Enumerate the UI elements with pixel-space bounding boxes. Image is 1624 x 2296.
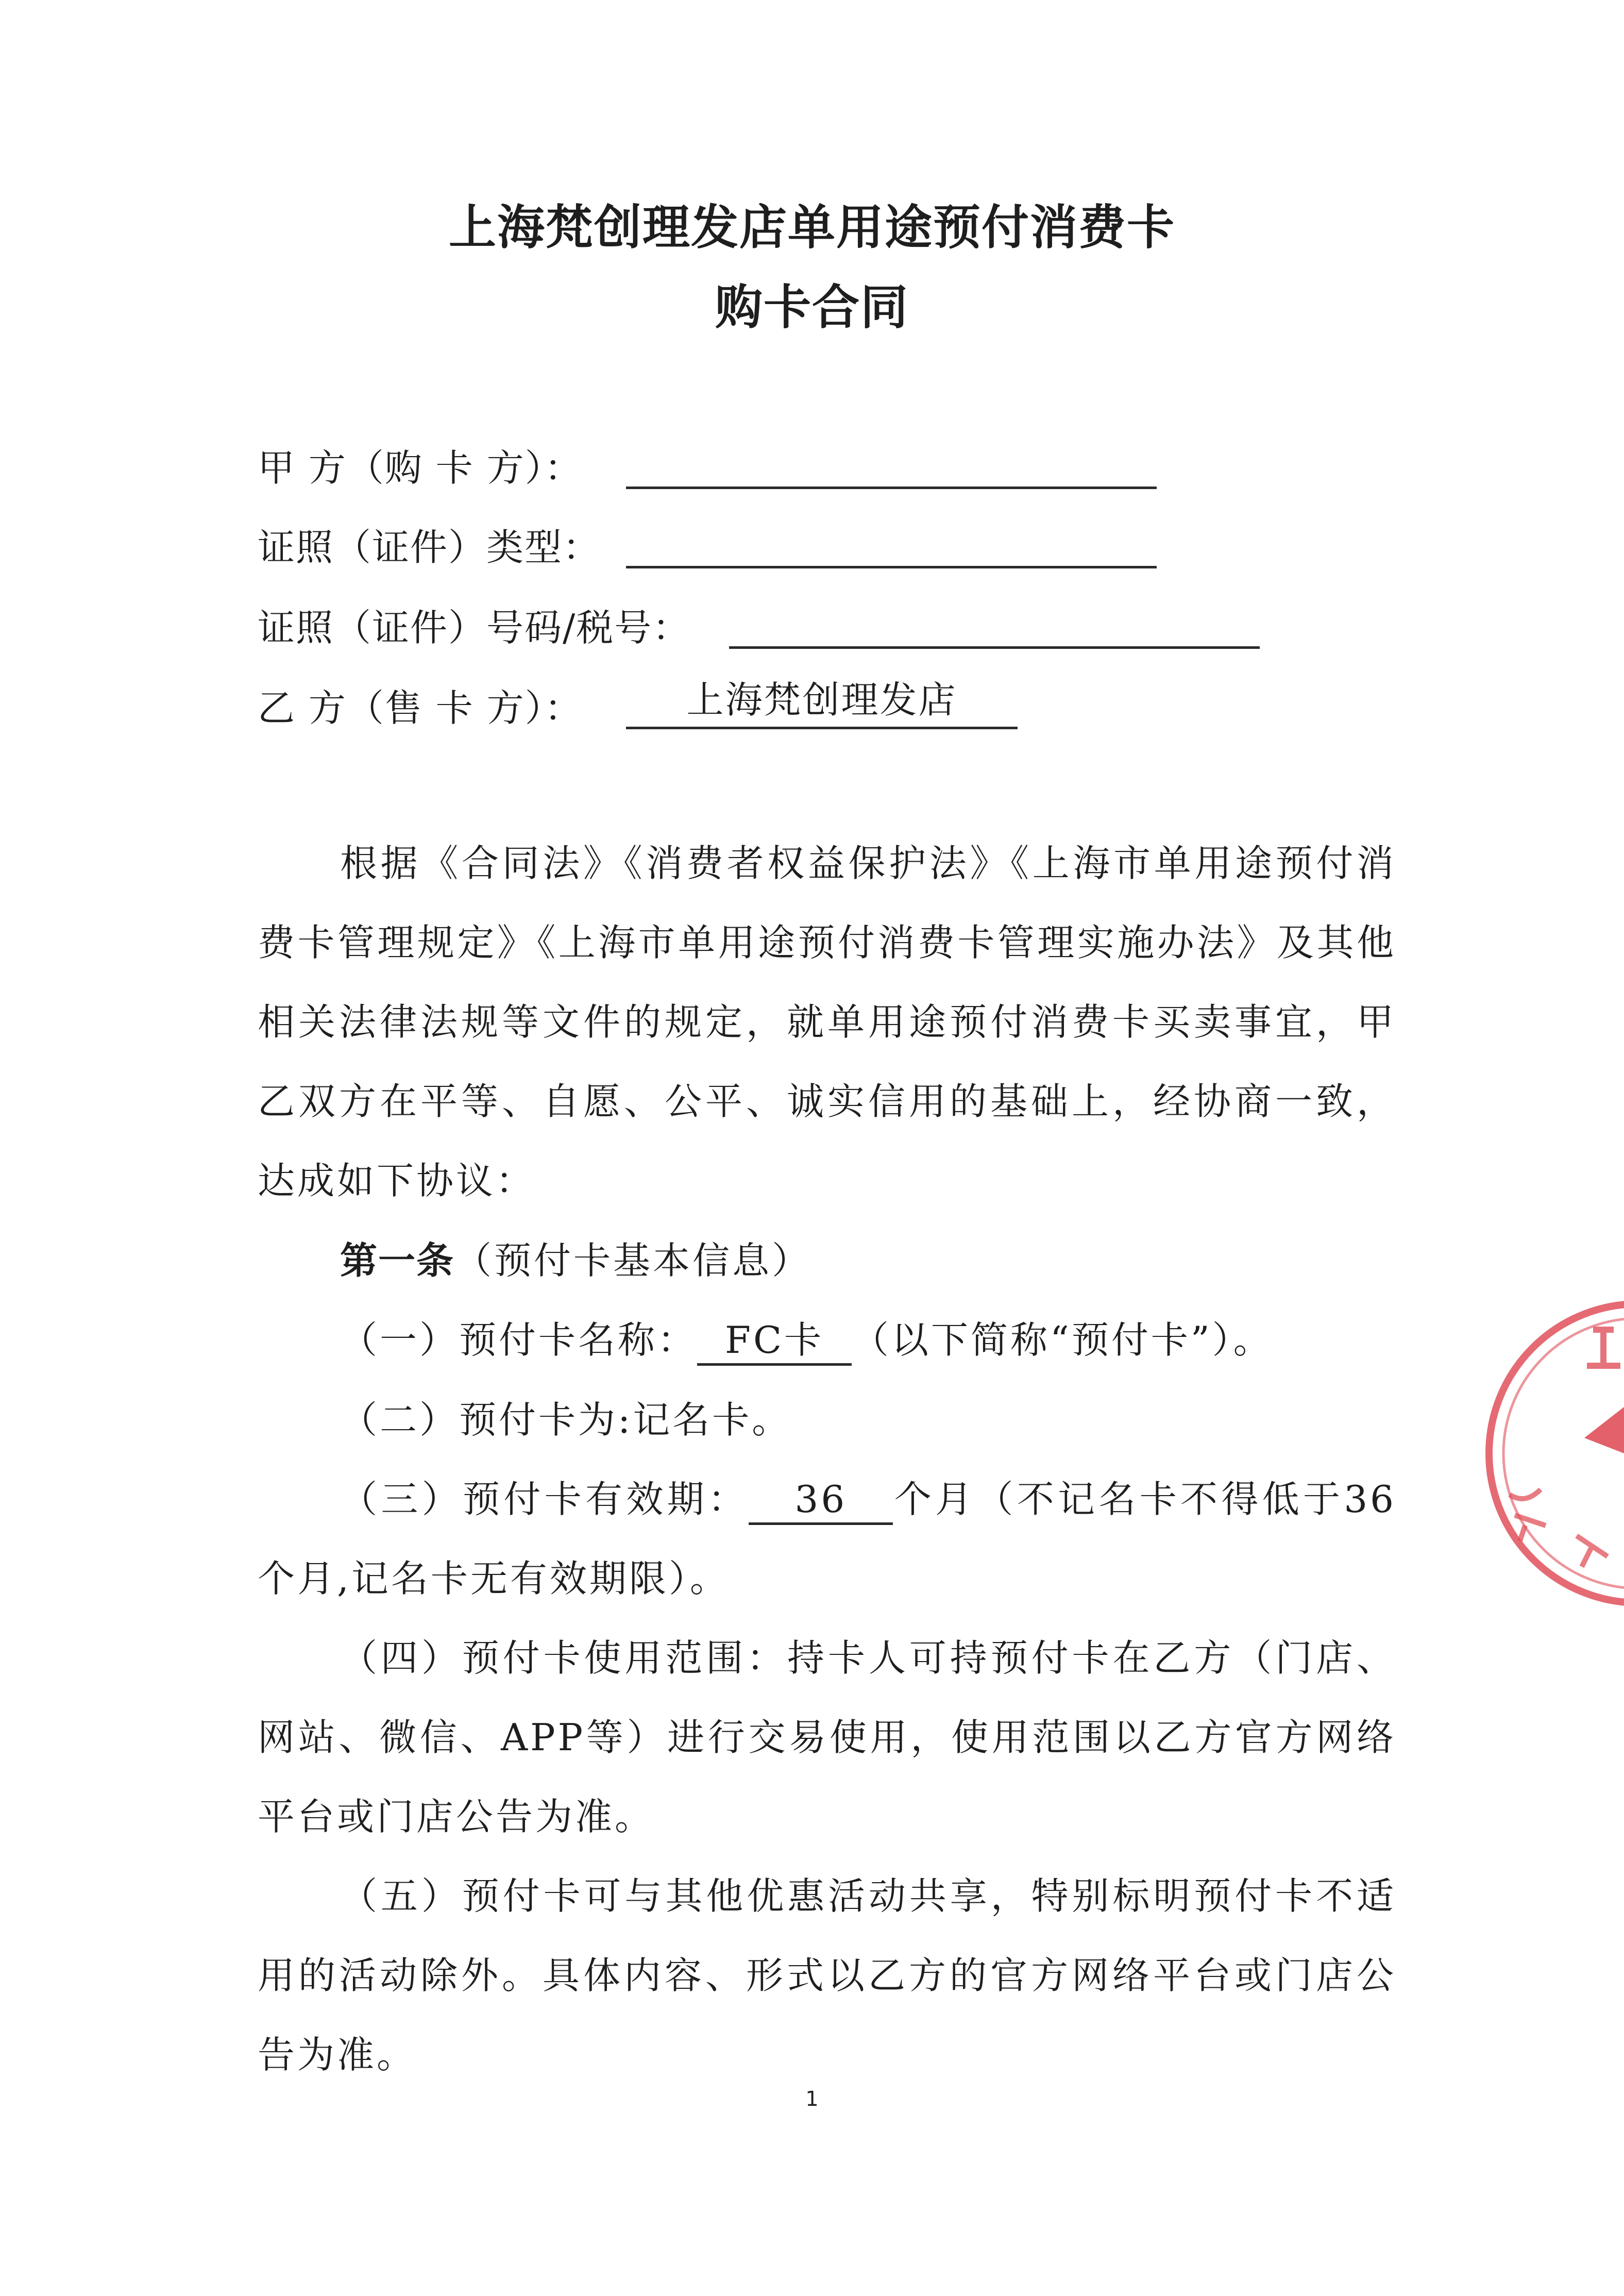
article1-title: [258, 1221, 1396, 1300]
field-label: 证照（证件）号码/税号：: [258, 606, 691, 649]
article1-item4: （四）预付卡使用范围：持卡人可持预付卡在乙方（门店、网站、微信、APP等）进行交易使用，使用范围以乙方官方网络平台或门店公告为准。: [258, 1636, 1396, 1838]
blank-line: [626, 678, 1018, 729]
article1-item1: [258, 1300, 1396, 1380]
blank-line: [626, 438, 1157, 489]
item1-prefix: （一）预付卡名称：: [340, 1318, 698, 1362]
page-number: 1: [805, 2087, 819, 2111]
article-heading: 第一条: [340, 1239, 455, 1282]
blank-line: [729, 598, 1260, 649]
validity-months-value: 36: [749, 1476, 893, 1525]
article-subtitle: （预付卡基本信息）: [454, 1239, 812, 1282]
intro-paragraph: 根据《合同法》《消费者权益保护法》《上海市单用途预付消费卡管理规定》《上海市单用途预付消费卡管理实施办法》及其他相关法律法规等文件的规定，就单用途预付消费卡买卖事宜，甲乙双方在平等、自愿、公平、诚实信用的基础上，经协商一致，达成如下协议：: [258, 842, 1396, 1202]
blank-line: [626, 517, 1157, 568]
item3-prefix: （三）预付卡有效期：: [340, 1478, 749, 1521]
item3-suffix: 个月（不记名卡不得低于36个月,记名卡无有效期限）。: [258, 1478, 1396, 1600]
contract-title-line1: 上海梵创理发店单用途预付消费卡: [448, 200, 1175, 255]
field-label: 乙 方（售 卡 方）：: [258, 686, 583, 730]
article1-item2: （二）预付卡为:记名卡。: [340, 1398, 792, 1442]
field-label: 甲 方（购 卡 方）：: [258, 446, 583, 490]
seal-icon: [1479, 1299, 1624, 1618]
item1-suffix: （以下简称“预付卡”）。: [852, 1318, 1273, 1362]
field-value: 上海梵创理发店: [686, 678, 957, 722]
card-name-value: FC卡: [697, 1317, 852, 1366]
field-label: 证照（证件）类型：: [258, 526, 601, 569]
contract-title-line2: 购卡合同: [715, 280, 909, 335]
article1-item3: [258, 1460, 1396, 1618]
article1-item5: （五）预付卡可与其他优惠活动共享，特别标明预付卡不适用的活动除外。具体内容、形式以乙方的官方网络平台或门店公告为准。: [258, 1874, 1396, 2076]
red-seal-stamp: [1479, 1299, 1624, 1618]
